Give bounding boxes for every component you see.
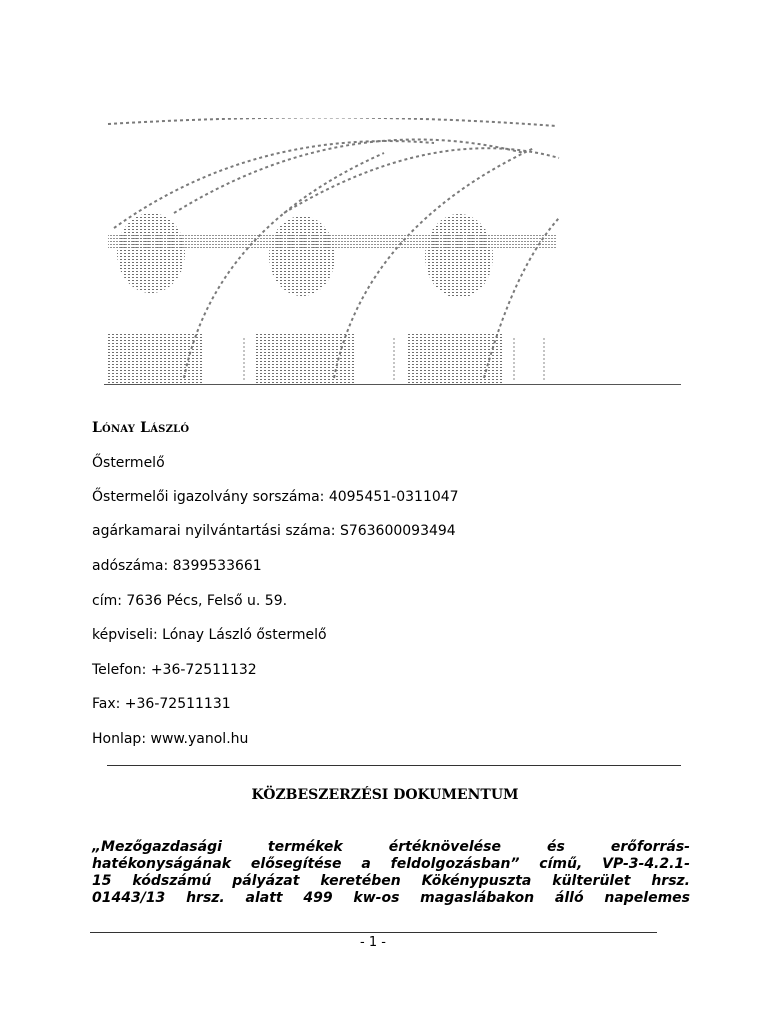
subject-line: „Mezőgazdasági termékek értéknövelése és erőforrás- [92,839,690,855]
fax-number: Fax: +36-72511131 [92,696,231,712]
website: Honlap: www.yanol.hu [92,731,249,747]
page-number: - 1 - [360,935,386,950]
subject-line: 15 kódszámú pályázat keretében Kökénypuszta külterület hrsz. [92,873,690,889]
document-title: KÖZBESZERZÉSI DOKUMENTUM [251,787,519,803]
producer-role: Őstermelő [92,455,165,471]
address: cím: 7636 Pécs, Felső u. 59. [92,593,288,609]
tax-number: adószáma: 8399533661 [92,558,262,574]
section-divider [107,765,681,766]
phone-number: Telefon: +36-72511132 [92,662,257,678]
representative: képviseli: Lónay László őstermelő [92,627,327,643]
logo-divider [104,384,681,385]
chamber-registration: agárkamarai nyilvántartási száma: S763600093494 [92,523,456,539]
producer-name: Lónay László [92,420,190,436]
company-logo-icon [104,118,564,388]
subject-line: 01443/13 hrsz. alatt 499 kw-os magaslábakon álló napelemes [92,890,690,906]
license-number: Őstermelői igazolvány sorszáma: 4095451-0311047 [92,489,459,505]
footer-divider [90,932,657,933]
document-subject [92,839,690,907]
subject-line: hatékonyságának elősegítése a feldolgozásban” című, VP-3-4.2.1- [92,856,690,872]
